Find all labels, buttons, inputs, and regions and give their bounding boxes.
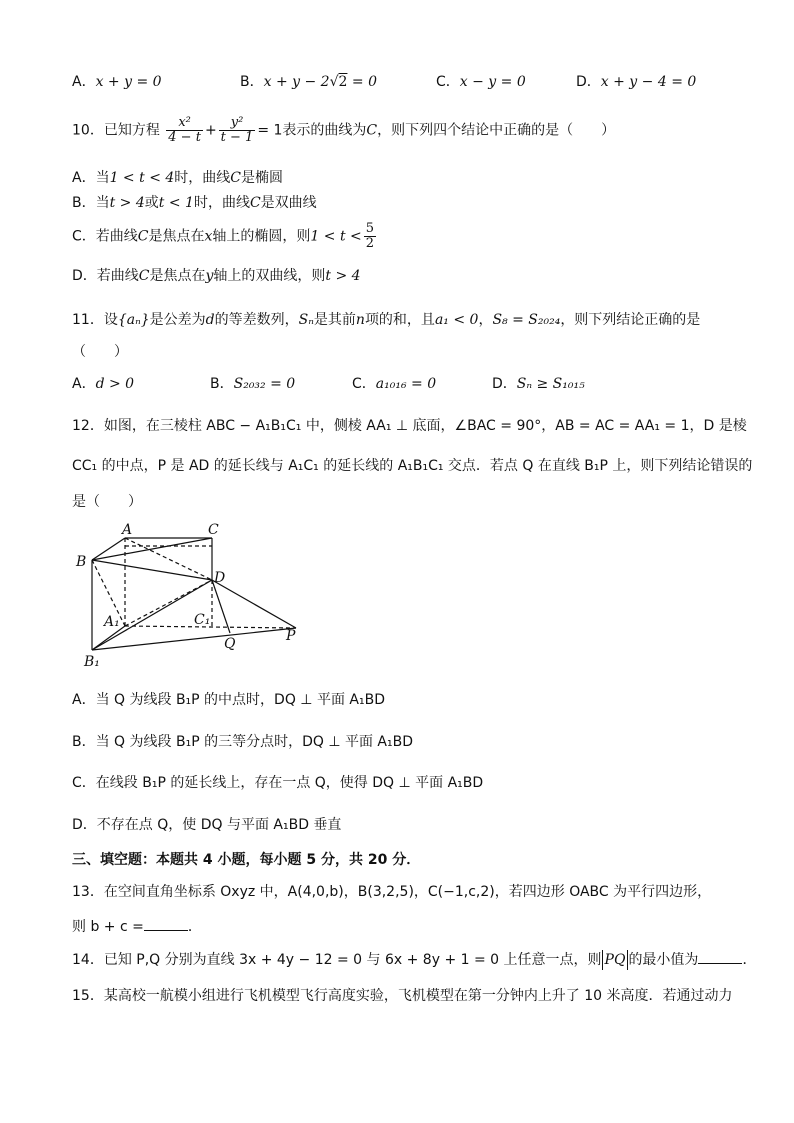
q11-option-d: D．Sₙ ≥ S₁₀₁₅ bbox=[492, 376, 585, 392]
q10-option-a: A．当1 < t < 4时，曲线C是椭圆 bbox=[72, 170, 283, 186]
prism-figure bbox=[70, 518, 320, 673]
q11-stem-line2: （ ） bbox=[72, 344, 128, 360]
q10-fraction-2: $\frac{\text{y²}}{t - 1}$ bbox=[220, 115, 254, 145]
q12-option-a: A．当 Q 为线段 B₁P 的中点时，DQ ⊥ 平面 A₁BD bbox=[72, 692, 385, 708]
q9-option-a: A．x + y = 0 bbox=[72, 74, 162, 90]
q12-option-c: C．在线段 B₁P 的延长线上，存在一点 Q，使得 DQ ⊥ 平面 A₁BD bbox=[72, 775, 484, 791]
q13-stem-line1: 13．在空间直角坐标系 Oxyz 中，A(4,0,b)，B(3,2,5)，C(−1,c,2)，若四边形 OABC 为平行四边形， bbox=[72, 884, 712, 900]
q10-option-c: C．若曲线C是焦点在x轴上的椭圆，则1 < t < $\frac{5}{2}$ bbox=[72, 221, 375, 251]
fig-label-C: C bbox=[208, 522, 219, 538]
q13-answer-blank[interactable] bbox=[144, 918, 188, 931]
q15-stem-line1: 15．某高校一航模小组进行飞机模型飞行高度实验，飞机模型在第一分钟内上升了 10 米高度．若通过动力 bbox=[72, 988, 733, 1004]
q9-option-d: D．x + y − 4 = 0 bbox=[576, 74, 697, 90]
q14-stem: 14．已知 P,Q 分别为直线 3x + 4y − 12 = 0 与 6x + 8y + 1 = 0 上任意一点，则 PQ 的最小值为 ． bbox=[72, 952, 757, 968]
fig-label-B: B bbox=[76, 554, 87, 570]
q11-option-b: B．S₂₀₃₂ = 0 bbox=[210, 376, 296, 392]
q11-stem: 11．设{aₙ}是公差为d的等差数列，Sₙ是其前n项的和，且a₁ < 0，S₈ = S₂₀₂₄，则下列结论正确的是 bbox=[72, 312, 701, 328]
q11-option-c: C．a₁₀₁₆ = 0 bbox=[352, 376, 437, 392]
q10-option-d: D．若曲线C是焦点在y轴上的双曲线，则t > 4 bbox=[72, 268, 361, 284]
q12-stem-line3: 是（ ） bbox=[72, 494, 142, 510]
fig-label-Q: Q bbox=[224, 636, 236, 652]
fig-label-B1: B₁ bbox=[84, 654, 100, 670]
section-3-title: 三、填空题：本题共 4 小题，每小题 5 分，共 20 分． bbox=[72, 852, 421, 868]
q12-option-b: B．当 Q 为线段 B₁P 的三等分点时，DQ ⊥ 平面 A₁BD bbox=[72, 734, 414, 750]
q12-stem-line2: CC₁ 的中点，P 是 AD 的延长线与 A₁C₁ 的延长线的 A₁B₁C₁ 交点．若点 Q 在直线 B₁P 上，则下列结论错误的 bbox=[72, 458, 753, 474]
q14-answer-blank[interactable] bbox=[698, 951, 742, 964]
q10-stem: 10．已知方程 $\frac{\text{x²}}{4 - t}$ + $\frac{\text{y²}}{t - 1}$ = 1表示的曲线为C，则下列四个结论中正确的是（ ） bbox=[72, 115, 616, 145]
fig-label-D: D bbox=[214, 570, 226, 586]
q10-option-b: B．当t > 4或t < 1时，曲线C是双曲线 bbox=[72, 195, 317, 211]
fig-label-C1: C₁ bbox=[194, 612, 211, 628]
q12-option-d: D．不存在点 Q，使 DQ 与平面 A₁BD 垂直 bbox=[72, 817, 342, 833]
q11-option-a: A．d > 0 bbox=[72, 376, 135, 392]
q10-fraction-1: $\frac{\text{x²}}{4 - t}$ bbox=[168, 115, 201, 145]
q12-stem-line1: 12．如图，在三棱柱 ABC − A₁B₁C₁ 中，侧棱 AA₁ ⊥ 底面，∠BAC = 90°，AB = AC = AA₁ = 1，D 是棱 bbox=[72, 418, 747, 434]
q13-stem-line2: 则 b + c = ． bbox=[72, 919, 202, 935]
q9-option-c: C．x − y = 0 bbox=[436, 74, 526, 90]
fig-label-A1: A₁ bbox=[104, 614, 120, 630]
q9-option-b: B．x + y − 2√2 = 0 bbox=[240, 74, 377, 90]
fig-label-P: P bbox=[286, 628, 296, 644]
fig-label-A: A bbox=[122, 522, 133, 538]
